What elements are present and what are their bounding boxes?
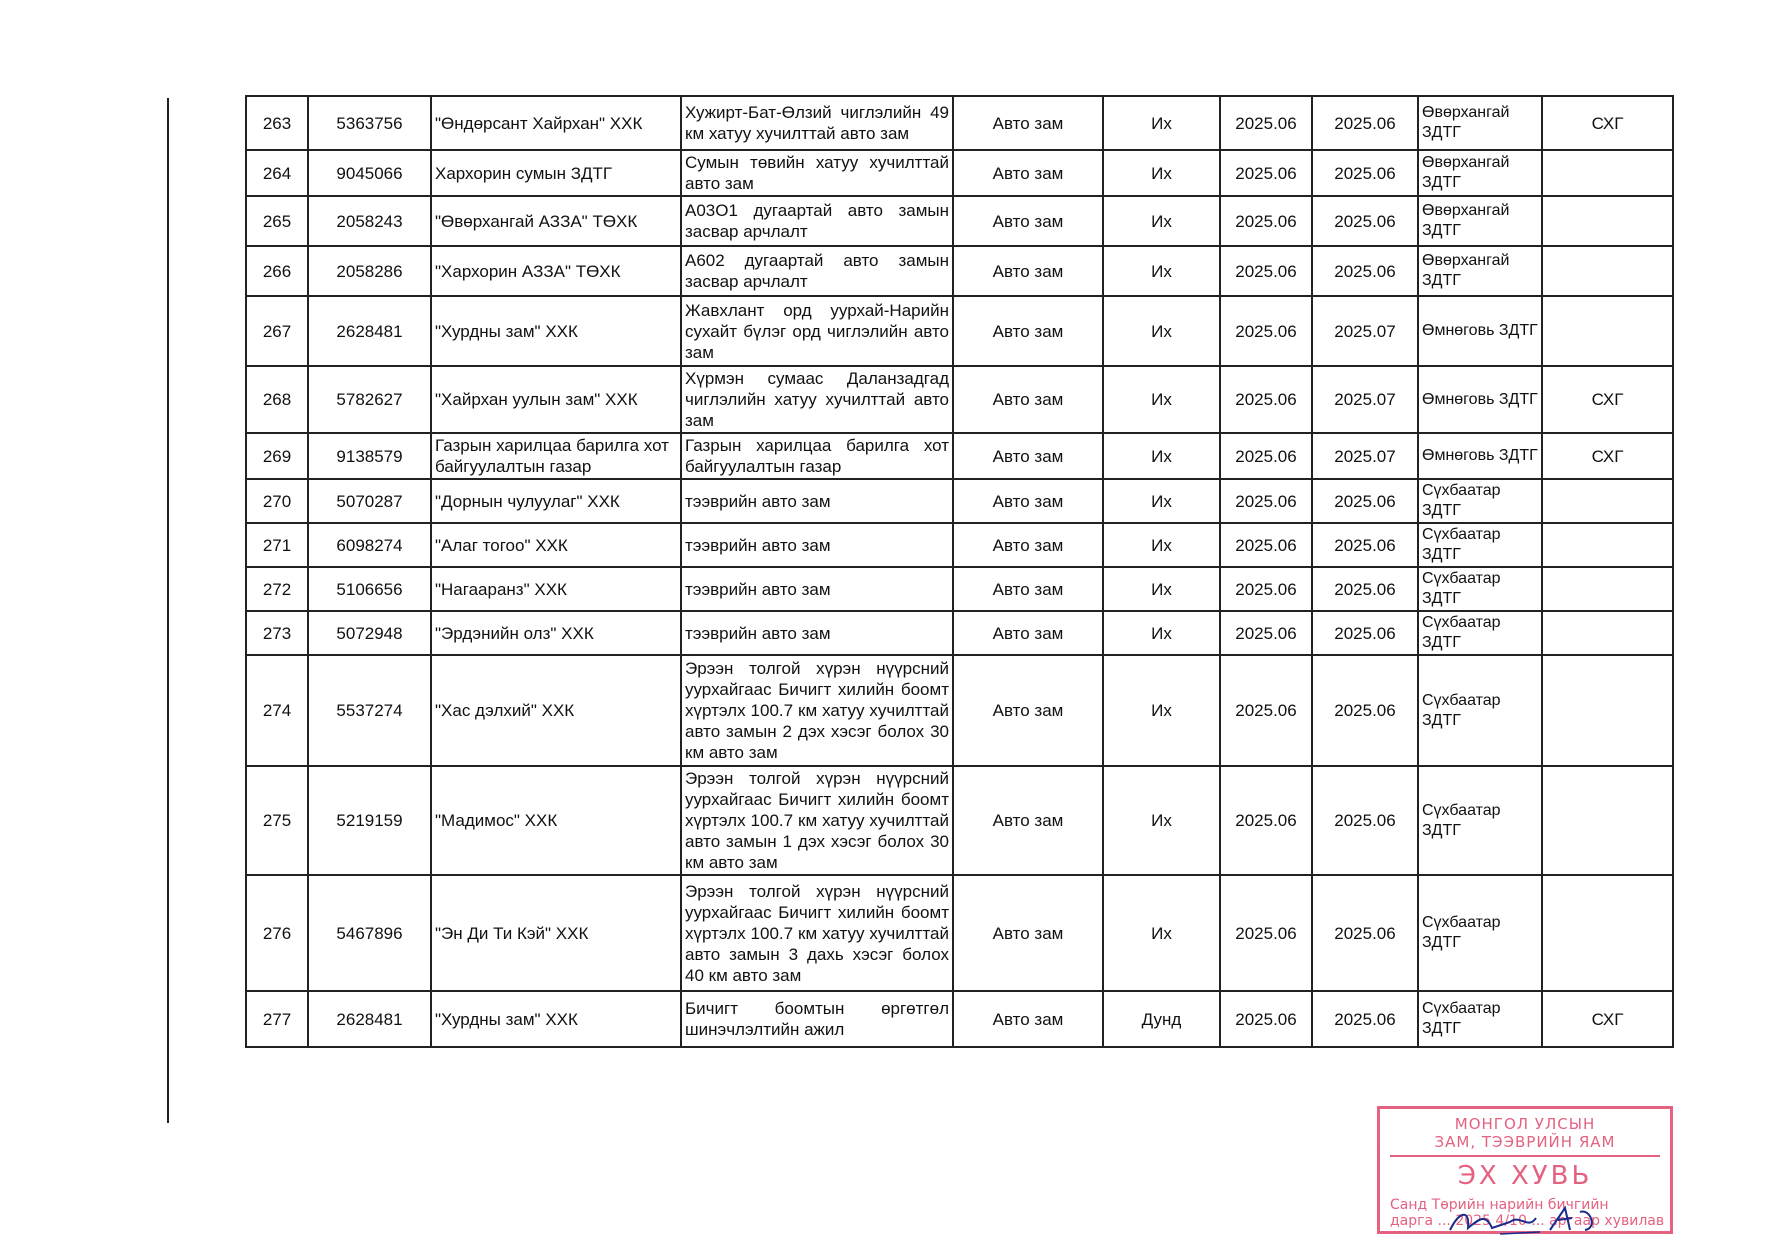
cell-note [1542,150,1673,196]
cell-impact-level: Их [1103,611,1220,655]
cell-organization-name: Газрын харилцаа барилга хот байгуулалтын газар [431,433,681,479]
cell-note [1542,523,1673,567]
cell-start-date: 2025.06 [1220,766,1312,875]
cell-note [1542,296,1673,366]
cell-organization-name: "Хархорин АЗЗА" ТӨХК [431,246,681,296]
cell-start-date: 2025.06 [1220,150,1312,196]
cell-project-description: Сумын төвийн хатуу хучилттай авто зам [681,150,953,196]
cell-aimag-office: Өвөрхангай ЗДТГ [1418,246,1542,296]
table-row [246,567,1673,611]
cell-project-description: тээврийн авто зам [681,567,953,611]
cell-end-date: 2025.06 [1312,991,1418,1047]
cell-project-type: Авто зам [953,479,1103,523]
cell-row-number: 276 [246,875,308,991]
cell-registration-number: 2628481 [308,296,431,366]
cell-project-description: Жавхлант орд уурхай-Нарийн сухайт бүлэг орд чиглэлийн авто зам [681,296,953,366]
cell-start-date: 2025.06 [1220,246,1312,296]
cell-start-date: 2025.06 [1220,479,1312,523]
cell-registration-number: 5782627 [308,366,431,433]
cell-impact-level: Их [1103,196,1220,246]
table-row [246,150,1673,196]
cell-organization-name: "Өндөрсант Хайрхан" ХХК [431,96,681,150]
cell-end-date: 2025.06 [1312,196,1418,246]
cell-organization-name: "Хайрхан уулын зам" ХХК [431,366,681,433]
cell-end-date: 2025.06 [1312,875,1418,991]
cell-project-type: Авто зам [953,991,1103,1047]
cell-aimag-office: Сүхбаатар ЗДТГ [1418,479,1542,523]
cell-end-date: 2025.06 [1312,523,1418,567]
cell-row-number: 277 [246,991,308,1047]
cell-impact-level: Их [1103,296,1220,366]
table-row [246,611,1673,655]
cell-note: СХГ [1542,433,1673,479]
cell-project-description: Эрээн толгой хүрэн нүүрсний уурхайгаас Бичигт хилийн боомт хүртэлх 100.7 км хатуу хучилттай авто замын 3 дахь хэсэг болох 40 км авто зам [681,875,953,991]
cell-registration-number: 5070287 [308,479,431,523]
cell-registration-number: 2628481 [308,991,431,1047]
stamp-line-secretary: Санд Төрийн нарийн бичгийн [1390,1197,1609,1213]
cell-note [1542,567,1673,611]
table-row [246,991,1673,1047]
cell-registration-number: 5537274 [308,655,431,766]
cell-start-date: 2025.06 [1220,366,1312,433]
cell-start-date: 2025.06 [1220,655,1312,766]
cell-project-type: Авто зам [953,96,1103,150]
cell-note [1542,246,1673,296]
cell-note [1542,479,1673,523]
cell-note [1542,875,1673,991]
stamp-line-original-copy: ЭХ ХУВЬ [1457,1161,1593,1191]
cell-project-description: Хужирт-Бат-Өлзий чиглэлийн 49 км хатуу хучилттай авто зам [681,96,953,150]
cell-aimag-office: Сүхбаатар ЗДТГ [1418,567,1542,611]
cell-start-date: 2025.06 [1220,96,1312,150]
cell-aimag-office: Сүхбаатар ЗДТГ [1418,991,1542,1047]
cell-registration-number: 9045066 [308,150,431,196]
cell-registration-number: 6098274 [308,523,431,567]
cell-start-date: 2025.06 [1220,611,1312,655]
road-projects-table [245,95,1674,1048]
cell-row-number: 270 [246,479,308,523]
cell-impact-level: Их [1103,479,1220,523]
cell-start-date: 2025.06 [1220,523,1312,567]
cell-impact-level: Дунд [1103,991,1220,1047]
table-row [246,766,1673,875]
cell-project-description: Хүрмэн сумаас Даланзадгад чиглэлийн хатуу хучилттай авто зам [681,366,953,433]
table-row [246,246,1673,296]
cell-aimag-office: Сүхбаатар ЗДТГ [1418,523,1542,567]
cell-start-date: 2025.06 [1220,196,1312,246]
cell-project-type: Авто зам [953,766,1103,875]
cell-impact-level: Их [1103,366,1220,433]
cell-end-date: 2025.06 [1312,567,1418,611]
cell-project-type: Авто зам [953,433,1103,479]
cell-project-type: Авто зам [953,196,1103,246]
cell-project-type: Авто зам [953,296,1103,366]
cell-note [1542,766,1673,875]
table-row [246,479,1673,523]
cell-aimag-office: Сүхбаатар ЗДТГ [1418,875,1542,991]
handwritten-signature [1440,1200,1610,1240]
cell-project-type: Авто зам [953,366,1103,433]
cell-organization-name: "Эрдэнийн олз" ХХК [431,611,681,655]
cell-organization-name: "Хас дэлхий" ХХК [431,655,681,766]
cell-end-date: 2025.06 [1312,479,1418,523]
cell-aimag-office: Өвөрхангай ЗДТГ [1418,96,1542,150]
stamp-line-ministry-country: МОНГОЛ УЛСЫН [1454,1115,1596,1133]
cell-impact-level: Их [1103,96,1220,150]
cell-organization-name: Хархорин сумын ЗДТГ [431,150,681,196]
cell-project-type: Авто зам [953,655,1103,766]
cell-end-date: 2025.06 [1312,150,1418,196]
cell-row-number: 263 [246,96,308,150]
cell-row-number: 273 [246,611,308,655]
cell-aimag-office: Өвөрхангай ЗДТГ [1418,150,1542,196]
cell-project-description: тээврийн авто зам [681,611,953,655]
cell-project-description: тээврийн авто зам [681,523,953,567]
cell-organization-name: "Эн Ди Ти Кэй" ХХК [431,875,681,991]
cell-registration-number: 9138579 [308,433,431,479]
cell-organization-name: "Дорнын чулуулаг" ХХК [431,479,681,523]
cell-organization-name: "Мадимос" ХХК [431,766,681,875]
cell-project-description: Эрээн толгой хүрэн нүүрсний уурхайгаас Бичигт хилийн боомт хүртэлх 100.7 км хатуу хучилттай авто замын 1 дэх хэсэг болох 30 км авто зам [681,766,953,875]
cell-end-date: 2025.07 [1312,366,1418,433]
cell-aimag-office: Сүхбаатар ЗДТГ [1418,766,1542,875]
cell-row-number: 271 [246,523,308,567]
left-margin-line [167,98,169,1123]
cell-impact-level: Их [1103,875,1220,991]
cell-project-type: Авто зам [953,567,1103,611]
cell-start-date: 2025.06 [1220,433,1312,479]
cell-row-number: 265 [246,196,308,246]
cell-start-date: 2025.06 [1220,875,1312,991]
cell-registration-number: 2058286 [308,246,431,296]
stamp-line-ministry-name: ЗАМ, ТЭЭВРИЙН ЯАМ [1434,1133,1616,1151]
cell-registration-number: 5363756 [308,96,431,150]
cell-impact-level: Их [1103,433,1220,479]
cell-note [1542,611,1673,655]
cell-registration-number: 2058243 [308,196,431,246]
stamp-divider [1390,1155,1660,1157]
table-row [246,196,1673,246]
cell-project-type: Авто зам [953,150,1103,196]
cell-row-number: 268 [246,366,308,433]
cell-project-description: Бичигт боомтын өргөтгөл шинэчлэлтийн ажил [681,991,953,1047]
cell-row-number: 272 [246,567,308,611]
cell-aimag-office: Өмнөговь ЗДТГ [1418,433,1542,479]
table-row [246,655,1673,766]
table-row [246,433,1673,479]
cell-end-date: 2025.06 [1312,766,1418,875]
table-row [246,366,1673,433]
cell-end-date: 2025.06 [1312,611,1418,655]
cell-registration-number: 5219159 [308,766,431,875]
cell-note [1542,196,1673,246]
cell-aimag-office: Сүхбаатар ЗДТГ [1418,611,1542,655]
cell-project-description: тээврийн авто зам [681,479,953,523]
cell-end-date: 2025.06 [1312,96,1418,150]
cell-aimag-office: Өмнөговь ЗДТГ [1418,296,1542,366]
cell-impact-level: Их [1103,655,1220,766]
cell-note: СХГ [1542,991,1673,1047]
cell-project-type: Авто зам [953,523,1103,567]
cell-project-description: А602 дугаартай авто замын засвар арчлалт [681,246,953,296]
cell-aimag-office: Сүхбаатар ЗДТГ [1418,655,1542,766]
cell-note [1542,655,1673,766]
cell-note: СХГ [1542,96,1673,150]
cell-start-date: 2025.06 [1220,296,1312,366]
cell-row-number: 275 [246,766,308,875]
cell-row-number: 269 [246,433,308,479]
table-row [246,296,1673,366]
table-row [246,96,1673,150]
cell-registration-number: 5072948 [308,611,431,655]
cell-project-description: А03О1 дугаартай авто замын засвар арчлалт [681,196,953,246]
cell-organization-name: "Алаг тогоо" ХХК [431,523,681,567]
table-body [246,96,1673,1047]
cell-row-number: 264 [246,150,308,196]
cell-project-type: Авто зам [953,611,1103,655]
cell-row-number: 267 [246,296,308,366]
cell-end-date: 2025.06 [1312,655,1418,766]
cell-impact-level: Их [1103,246,1220,296]
table-row [246,875,1673,991]
stamp-line-date: дарга ... 2025 4/10 ... аргаар хувилав [1390,1213,1665,1229]
cell-aimag-office: Өмнөговь ЗДТГ [1418,366,1542,433]
cell-impact-level: Их [1103,150,1220,196]
cell-start-date: 2025.06 [1220,991,1312,1047]
cell-end-date: 2025.07 [1312,296,1418,366]
cell-start-date: 2025.06 [1220,567,1312,611]
cell-impact-level: Их [1103,766,1220,875]
cell-note: СХГ [1542,366,1673,433]
cell-organization-name: "Өвөрхангай АЗЗА" ТӨХК [431,196,681,246]
cell-project-type: Авто зам [953,246,1103,296]
cell-project-description: Газрын харилцаа барилга хот байгуулалтын газар [681,433,953,479]
cell-registration-number: 5106656 [308,567,431,611]
cell-end-date: 2025.06 [1312,246,1418,296]
cell-aimag-office: Өвөрхангай ЗДТГ [1418,196,1542,246]
cell-organization-name: "Хурдны зам" ХХК [431,991,681,1047]
table-row [246,523,1673,567]
cell-end-date: 2025.07 [1312,433,1418,479]
cell-impact-level: Их [1103,567,1220,611]
cell-project-type: Авто зам [953,875,1103,991]
cell-impact-level: Их [1103,523,1220,567]
cell-row-number: 274 [246,655,308,766]
cell-organization-name: "Хурдны зам" ХХК [431,296,681,366]
cell-project-description: Эрээн толгой хүрэн нүүрсний уурхайгаас Бичигт хилийн боомт хүртэлх 100.7 км хатуу хучилттай авто замын 2 дэх хэсэг болох 30 км авто зам [681,655,953,766]
cell-organization-name: "Нагааранз" ХХК [431,567,681,611]
cell-row-number: 266 [246,246,308,296]
cell-registration-number: 5467896 [308,875,431,991]
